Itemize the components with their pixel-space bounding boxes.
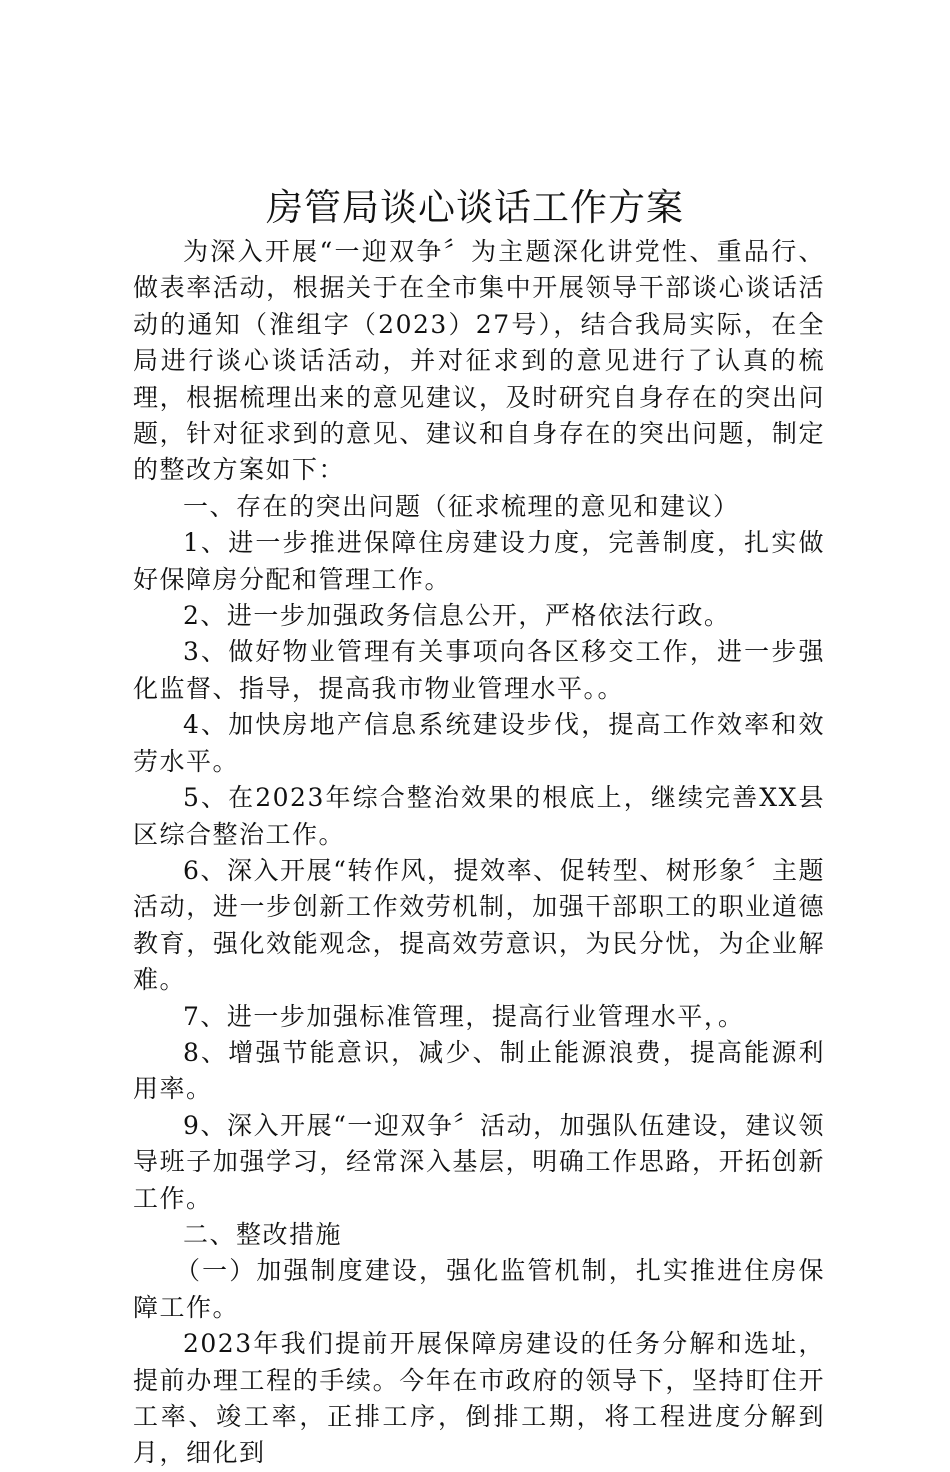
- list-item-3: 3、做好物业管理有关事项向各区移交工作，进一步强化监督、指导，提高我市物业管理水平。。: [133, 637, 825, 703]
- paragraph-intro: 为深入开展“一迎双争〞为主题深化讲党性、重品行、做表率活动，根据关于在全市集中开展领导干部谈心谈话活动的通知（淮组字（2023）27号），结合我局实际，在全局进行谈心谈话活动，并对征求到的意见进行了认真的梳理，根据梳理出来的意见建议，及时研究自身存在的突出问题，针对征求到的意见、建议和自身存在的突出问题，制定的整改方案如下：: [133, 237, 825, 485]
- list-item-7: 7、进一步加强标准管理，提高行业管理水平，。: [183, 1001, 745, 1031]
- section-heading-problems: 一、存在的突出问题（征求梳理的意见和建议）: [183, 491, 740, 521]
- list-item-8: 8、增强节能意识，减少、制止能源浪费，提高能源利用率。: [133, 1037, 825, 1104]
- document-body: [133, 234, 825, 1472]
- list-item-6: 6、深入开展“转作风，提效率、促转型、树形象〞主题活动，进一步创新工作效劳机制，加强干部职工的职业道德教育，强化效能观念，提高效劳意识，为民分忧，为企业解难。: [133, 855, 825, 995]
- subsection-heading-1: （一）加强制度建设，强化监管机制，扎实推进住房保障工作。: [133, 1256, 825, 1322]
- list-item-4: 4、加快房地产信息系统建设步伐，提高工作效率和效劳水平。: [133, 710, 825, 776]
- list-item-9: 9、深入开展“一迎双争〞活动，加强队伍建设，建议领导班子加强学习，经常深入基层，明确工作思路，开拓创新工作。: [133, 1110, 825, 1213]
- paragraph-measures-1: 2023年我们提前开展保障房建设的任务分解和选址，提前办理工程的手续。今年在市政府的领导下，坚持盯住开工率、竣工率，正排工序，倒排工期，将工程进度分解到月，细化到: [133, 1329, 825, 1468]
- list-item-2: 2、进一步加强政务信息公开，严格依法行政。: [183, 601, 731, 631]
- list-item-1: 1、进一步推进保障住房建设力度，完善制度，扎实做好保障房分配和管理工作。: [133, 528, 825, 594]
- section-heading-measures: 二、整改措施: [183, 1219, 343, 1249]
- list-item-5: 5、在2023年综合整治效果的根底上，继续完善XX县区综合整治工作。: [133, 783, 825, 849]
- document-title: 房管局谈心谈话工作方案: [266, 186, 684, 229]
